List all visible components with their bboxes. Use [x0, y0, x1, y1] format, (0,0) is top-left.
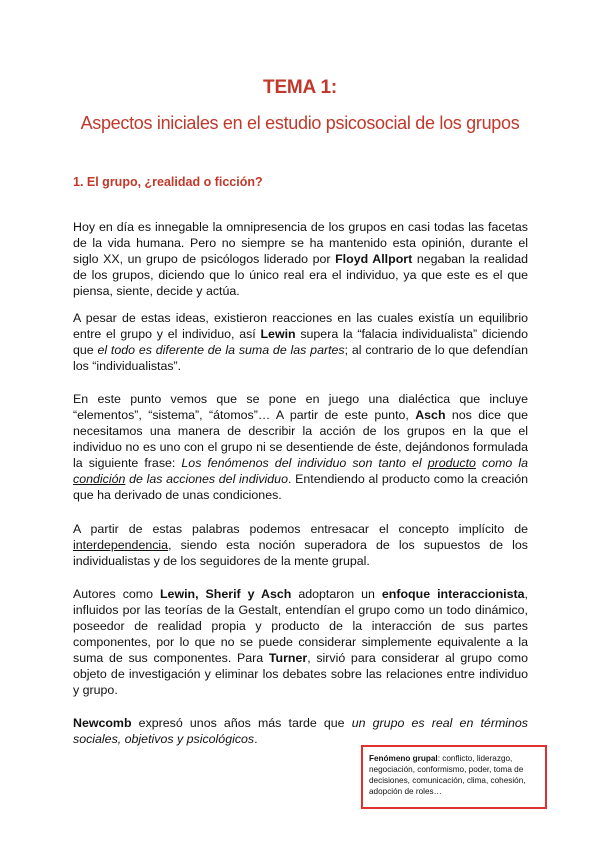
p6-name-newcomb: Newcomb	[73, 716, 132, 731]
note-text: : conflicto, liderazgo, negociación, conformismo, poder, toma de decisiones, comunicación, clima, cohesión, adopción de roles…	[369, 754, 526, 796]
p3-name-asch: Asch	[415, 408, 446, 423]
paragraph-4	[73, 521, 528, 569]
p3-text-a: En este punto vemos que se pone en juego una dialéctica que incluye “elementos”, “sistema”, “átomos”… A partir de este punto,	[73, 392, 528, 423]
p2-text-e: ; al contrario de lo que defendían los “individualistas”.	[73, 343, 528, 374]
p5-text-c: adoptaron un	[291, 587, 382, 602]
p3-quote-a: Los fenómenos del individuo son tanto el	[181, 456, 428, 471]
p4-text-c: , siendo esta noción superadora de los supuestos de los individualistas y de los seguidores de la mente grupal.	[73, 538, 528, 569]
p3-text-i: . Entendiendo al producto como la creación que ha derivado de unas condiciones.	[73, 472, 528, 503]
p5-name-turner: Turner	[268, 651, 308, 666]
p2-text-c: supera la “falacia individualista” diciendo que	[73, 327, 528, 358]
p5-text-e: , influidos por las teorías de la Gestalt, entendían el grupo como un todo dinámico, poseedor de realidad propia y producto de la interacción de sus partes componentes, por lo que no se puede considerar simplemente equivalente a la suma de sus componentes. Para	[73, 587, 528, 666]
p5-text-a: Autores como	[73, 587, 160, 602]
paragraph-5	[73, 586, 528, 698]
p3-text-c: nos dice que necesitamos una manera de describir la acción de los grupos en la que el individuo no es uno con el grupo ni se desentiende de éste, dejándonos formulada la siguiente frase:	[73, 408, 529, 471]
p6-text-b: expresó unos años más tarde que	[131, 716, 352, 731]
p2-text-a: A pesar de estas ideas, existieron reacciones en las cuales existía un equilibrio entre el grupo y el individuo, así	[73, 311, 528, 342]
paragraph-6	[73, 715, 528, 747]
p1-text-c: negaban la realidad de los grupos, diciendo que lo único real era el individuo, ya que este es el que piensa, siente, decide y actúa.	[73, 252, 529, 299]
paragraph-3	[73, 391, 528, 503]
p5-text-g: , sirvió para considerar al grupo como objeto de investigación y eliminar los debates sobre las relaciones entre individuo y grupo.	[73, 651, 528, 698]
p5-enfoque: enfoque interaccionista	[381, 587, 525, 602]
p6-text-d: .	[254, 732, 258, 747]
document-title: TEMA 1:	[263, 77, 337, 98]
p3-quote-f: como la	[475, 456, 529, 471]
p4-interdependencia: interdependencia	[73, 538, 169, 553]
p1-text-a: Hoy en día es innegable la omnipresencia de los grupos en casi todas las facetas de la vida humana. Pero no siempre se ha mantenido esta opinión, durante el siglo XX, un grupo de psicólogos liderado por	[73, 220, 528, 267]
document-subtitle: Aspectos iniciales en el estudio psicosocial de los grupos	[80, 113, 520, 133]
section-heading: 1. El grupo, ¿realidad o ficción?	[73, 175, 263, 189]
paragraph-1	[73, 219, 528, 299]
paragraph-2	[73, 310, 528, 374]
p6-quote: un grupo es real en términos sociales, objetivos y psicológicos	[73, 716, 528, 747]
p3-quote-condicion: condición	[73, 472, 126, 487]
note-label: Fenómeno grupal	[369, 754, 438, 763]
p3-quote-h: de las acciones del individuo	[125, 472, 288, 487]
p1-name-allport: Floyd Allport	[335, 252, 413, 267]
p2-quote: el todo es diferente de la suma de las partes	[97, 343, 345, 358]
note-box	[361, 745, 547, 809]
p4-text-a: A partir de estas palabras podemos entresacar el concepto implícito de	[73, 522, 528, 537]
p2-name-lewin: Lewin	[260, 327, 296, 342]
p5-names: Lewin, Sherif y Asch	[159, 587, 292, 602]
p3-quote-producto: producto	[427, 456, 476, 471]
